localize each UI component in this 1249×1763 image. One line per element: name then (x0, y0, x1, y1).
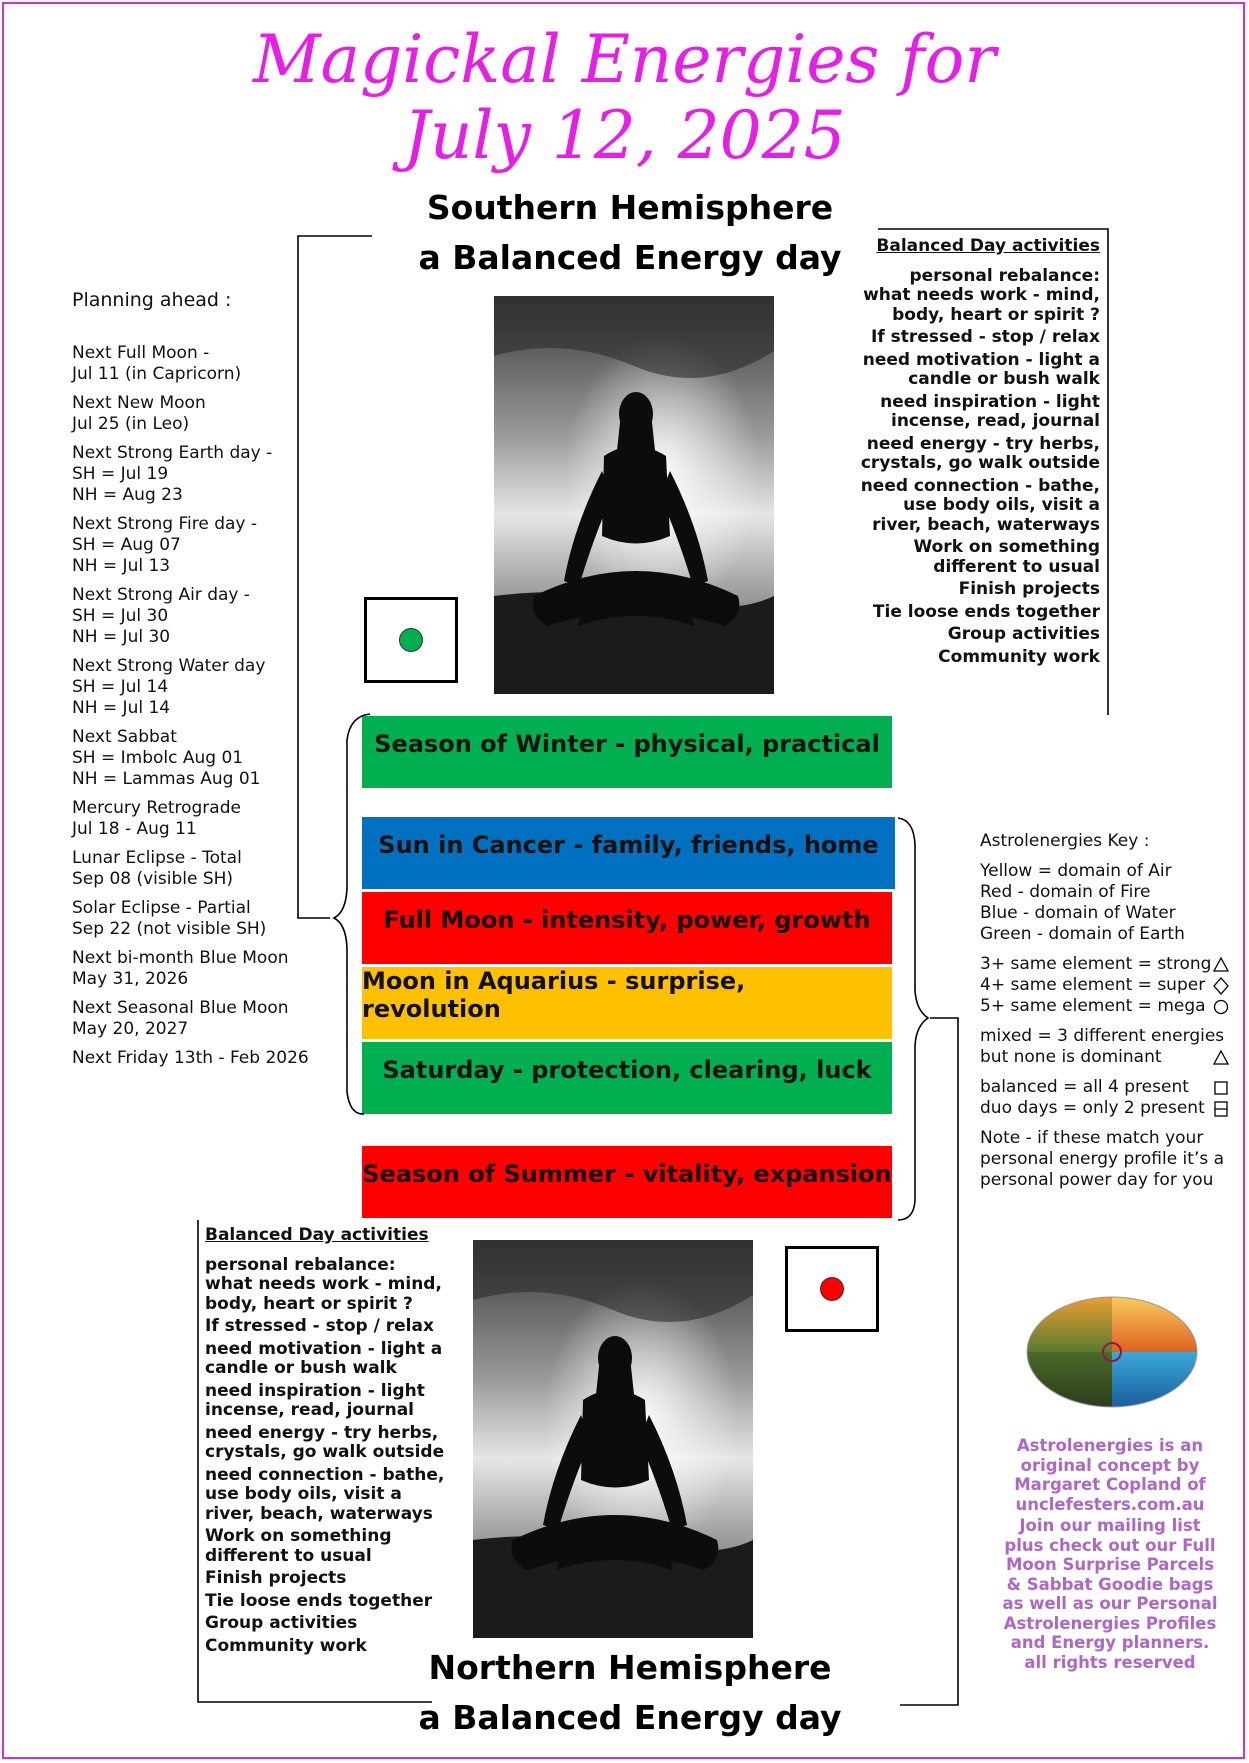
planning-item: Solar Eclipse - Partial Sep 22 (not visible SH) (72, 898, 267, 939)
planning-item: Next New Moon Jul 25 (in Leo) (72, 393, 206, 434)
planning-item: Next Strong Water day SH = Jul 14 NH = Jul 14 (72, 656, 266, 718)
bar-moon-phase: Full Moon - intensity, power, growth (362, 892, 892, 964)
astrolenergies-key (980, 831, 1230, 1191)
planning-item: Next Friday 13th - Feb 2026 (72, 1048, 309, 1068)
astrolenergies-logo (1025, 1295, 1200, 1410)
activity-item: personal rebalance: what needs work - mind, body, heart or spirit ? (205, 1254, 442, 1314)
key-heading: Astrolenergies Key : (980, 831, 1150, 851)
northern-heading-line1: Northern Hemisphere (428, 1648, 832, 1687)
credit-mailing-list: Join our mailing list plus check out our Full Moon Surprise Parcels & Sabbat Goodie bags as well as our Personal Astrolenergies Profiles and Energy planners. (1002, 1516, 1218, 1652)
bar-sun-sign: Sun in Cancer - family, friends, home (362, 817, 895, 889)
northern-heading (380, 1643, 880, 1743)
activity-item: Tie loose ends together (205, 1590, 433, 1611)
planning-item: Next Seasonal Blue Moon May 20, 2027 (72, 998, 289, 1039)
credit-text (1000, 1436, 1220, 1672)
activity-item: Work on something different to usual (205, 1526, 392, 1566)
activity-item: need motivation - light a candle or bush walk (205, 1338, 443, 1378)
key-domain-air: Yellow = domain of Air (980, 861, 1172, 881)
key-duo: duo days = only 2 present (980, 1098, 1230, 1119)
activity-item: need motivation - light a candle or bush walk (862, 349, 1100, 389)
activity-item: Tie loose ends together (872, 601, 1100, 622)
key-balanced: balanced = all 4 present (980, 1077, 1230, 1098)
credit-rights: all rights reserved (1024, 1652, 1196, 1672)
triangle-icon (1212, 1049, 1230, 1067)
page-title-line1: Magickal Energies for (253, 21, 996, 98)
southern-heading-line2: a Balanced Energy day (418, 238, 842, 277)
activity-item: need energy - try herbs, crystals, go walk outside (860, 433, 1100, 473)
key-domain-earth: Green - domain of Earth (980, 924, 1185, 944)
planning-item: Lunar Eclipse - Total Sep 08 (visible SH) (72, 848, 242, 889)
bar-weekday: Saturday - protection, clearing, luck (362, 1042, 892, 1114)
activity-item: need connection - bathe, use body oils, visit a river, beach, waterways (205, 1464, 445, 1524)
key-domain-water: Blue - domain of Water (980, 903, 1176, 923)
key-super: 4+ same element = super (980, 975, 1230, 996)
key-mixed-line1: mixed = 3 different energies (980, 1026, 1225, 1046)
key-note: Note - if these match your personal energy profile it’s a personal power day for you (980, 1128, 1225, 1190)
planning-item: Next Sabbat SH = Imbolc Aug 01 NH = Lammas Aug 01 (72, 727, 261, 789)
credit-concept: Astrolenergies is an original concept by Margaret Copland of unclefesters.com.au (1014, 1436, 1206, 1514)
northern-activities-heading: Balanced Day activities (205, 1225, 429, 1245)
bar-season-winter: Season of Winter - physical, practical (362, 716, 892, 788)
southern-activities-heading: Balanced Day activities (876, 236, 1100, 256)
activity-item: If stressed - stop / relax (205, 1316, 434, 1336)
circle-icon (1212, 998, 1230, 1016)
activity-item: Finish projects (958, 579, 1100, 599)
southern-heading-line1: Southern Hemisphere (426, 188, 834, 227)
square-icon (1212, 1079, 1230, 1097)
activity-item: Community work (938, 646, 1100, 667)
planning-heading: Planning ahead : (72, 289, 232, 311)
activity-item: need connection - bathe, use body oils, visit a river, beach, waterways (860, 475, 1100, 535)
activity-item: need inspiration - light incense, read, journal (205, 1380, 425, 1420)
planning-item: Next Strong Air day - SH = Jul 30 NH = Jul 30 (72, 585, 251, 647)
key-strong: 3+ same element = strong (980, 954, 1230, 975)
key-mixed: but none is dominant (980, 1047, 1230, 1068)
bar-season-summer: Season of Summer - vitality, expansion (362, 1146, 892, 1218)
planning-item: Next Strong Earth day - SH = Jul 19 NH = Aug 23 (72, 443, 273, 505)
planning-item: Next Full Moon - Jul 11 (in Capricorn) (72, 343, 242, 384)
page-title-line2: July 12, 2025 (403, 97, 846, 174)
northern-heading-line2: a Balanced Energy day (418, 1698, 842, 1737)
key-mega: 5+ same element = mega (980, 996, 1230, 1017)
activity-item: need energy - try herbs, crystals, go walk outside (205, 1422, 445, 1462)
activity-item: If stressed - stop / relax (871, 327, 1100, 347)
planning-item: Next bi-month Blue Moon May 31, 2026 (72, 948, 289, 989)
triangle-icon (1212, 956, 1230, 974)
key-domain-fire: Red - domain of Fire (980, 882, 1151, 902)
split-square-icon (1212, 1100, 1230, 1118)
planning-item: Mercury Retrograde Jul 18 - Aug 11 (72, 798, 241, 839)
activity-item: Work on something different to usual (913, 537, 1100, 577)
bar-moon-sign: Moon in Aquarius - surprise, revolution (362, 967, 892, 1039)
diamond-icon (1212, 977, 1230, 995)
activity-item: Group activities (947, 624, 1100, 644)
activity-item: Finish projects (205, 1568, 347, 1588)
planning-item: Next Strong Fire day - SH = Aug 07 NH = Jul 13 (72, 514, 257, 576)
activity-item: Community work (205, 1635, 367, 1656)
activity-item: Group activities (205, 1613, 358, 1633)
activity-item: need inspiration - light incense, read, journal (880, 391, 1100, 431)
activity-item: personal rebalance: what needs work - mind, body, heart or spirit ? (863, 265, 1100, 325)
